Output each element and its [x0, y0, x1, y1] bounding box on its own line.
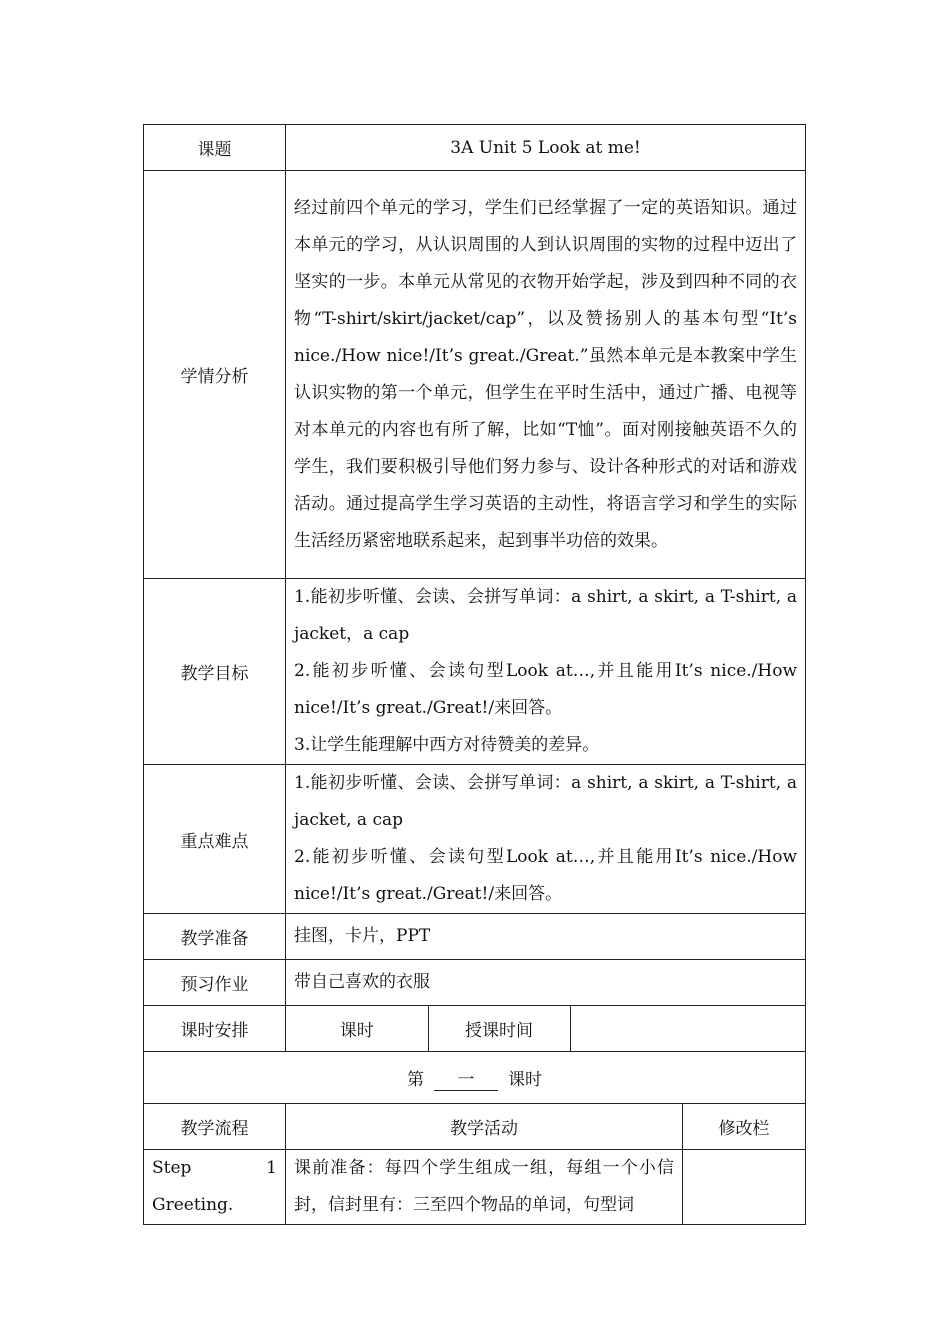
- flow-header-activity: 教学活动: [286, 1104, 683, 1150]
- flow-header-process: 教学流程: [144, 1104, 286, 1150]
- topic-row: [144, 125, 806, 171]
- preparation-value: 挂图，卡片，PPT: [286, 914, 806, 960]
- lesson-number-value: 一: [434, 1070, 498, 1091]
- objective-item: 2.能初步听懂、会读句型Look at…,并且能用It’s nice./How nice!/It’s great./Great!/来回答。: [294, 661, 798, 718]
- homework-value: 带自己喜欢的衣服: [286, 960, 806, 1006]
- topic-label: 课题: [144, 125, 286, 171]
- objective-item: 1.能初步听懂、会读、会拼写单词：a shirt, a skirt, a T-shirt, a jacket，a cap: [294, 587, 798, 644]
- preparation-label: 教学准备: [144, 914, 286, 960]
- analysis-label: 学情分析: [144, 171, 286, 579]
- flow-header-row: [144, 1104, 806, 1150]
- homework-row: [144, 960, 806, 1006]
- lesson-number: [144, 1052, 806, 1104]
- schedule-label: 课时安排: [144, 1006, 286, 1052]
- step1-revision: [683, 1150, 806, 1225]
- analysis-row: [144, 171, 806, 579]
- objective-item: 3.让学生能理解中西方对待赞美的差异。: [294, 735, 600, 755]
- objectives-label: 教学目标: [144, 579, 286, 765]
- step1-title: Greeting.: [152, 1195, 234, 1215]
- objectives-list: [286, 579, 806, 765]
- homework-label: 预习作业: [144, 960, 286, 1006]
- periods-label: 课时: [286, 1006, 428, 1051]
- step1-word: Step: [152, 1158, 192, 1178]
- schedule-cells: [286, 1006, 806, 1052]
- objectives-row: [144, 579, 806, 765]
- step1-number: 1: [266, 1158, 277, 1178]
- lesson-number-row: [144, 1052, 806, 1104]
- key-points-label: 重点难点: [144, 765, 286, 914]
- time-label: 授课时间: [428, 1006, 570, 1051]
- key-points-row: [144, 765, 806, 914]
- key-points-list: [286, 765, 806, 914]
- lesson-suffix: 课时: [508, 1069, 542, 1090]
- preparation-row: [144, 914, 806, 960]
- lesson-plan-table: [143, 124, 806, 1225]
- step1-row: [144, 1150, 806, 1225]
- flow-header-revision: 修改栏: [683, 1104, 806, 1150]
- step1-name: [144, 1150, 286, 1225]
- step1-activity: 课前准备：每四个学生组成一组，每组一个小信封，信封里有：三至四个物品的单词，句型词: [286, 1150, 683, 1225]
- analysis-text: 经过前四个单元的学习，学生们已经掌握了一定的英语知识。通过本单元的学习，从认识周围的人到认识周围的实物的过程中迈出了坚实的一步。本单元从常见的衣物开始学起，涉及到四种不同的衣物“T-shirt/skirt/jacket/cap”，以及赞扬别人的基本句型“It’s nice./How nice!/It’s great./Great.”虽然本单元是本教案中学生认识实物的第一个单元，但学生在平时生活中，通过广播、电视等对本单元的内容也有所了解，比如“T恤”。面对刚接触英语不久的学生，我们要积极引导他们努力参与、设计各种形式的对话和游戏活动。通过提高学生学习英语的主动性，将语言学习和学生的实际生活经历紧密地联系起来，起到事半功倍的效果。: [286, 171, 806, 579]
- lesson-prefix: 第: [407, 1069, 424, 1090]
- schedule-row: [144, 1006, 806, 1052]
- key-point-item: 1.能初步听懂、会读、会拼写单词：a shirt, a skirt, a T-shirt, a jacket, a cap: [294, 773, 798, 830]
- key-point-item: 2.能初步听懂、会读句型Look at…,并且能用It’s nice./How nice!/It’s great./Great!/来回答。: [294, 847, 798, 904]
- schedule-subtable: [286, 1006, 805, 1051]
- time-value: [570, 1006, 805, 1051]
- topic-value: 3A Unit 5 Look at me!: [286, 125, 806, 171]
